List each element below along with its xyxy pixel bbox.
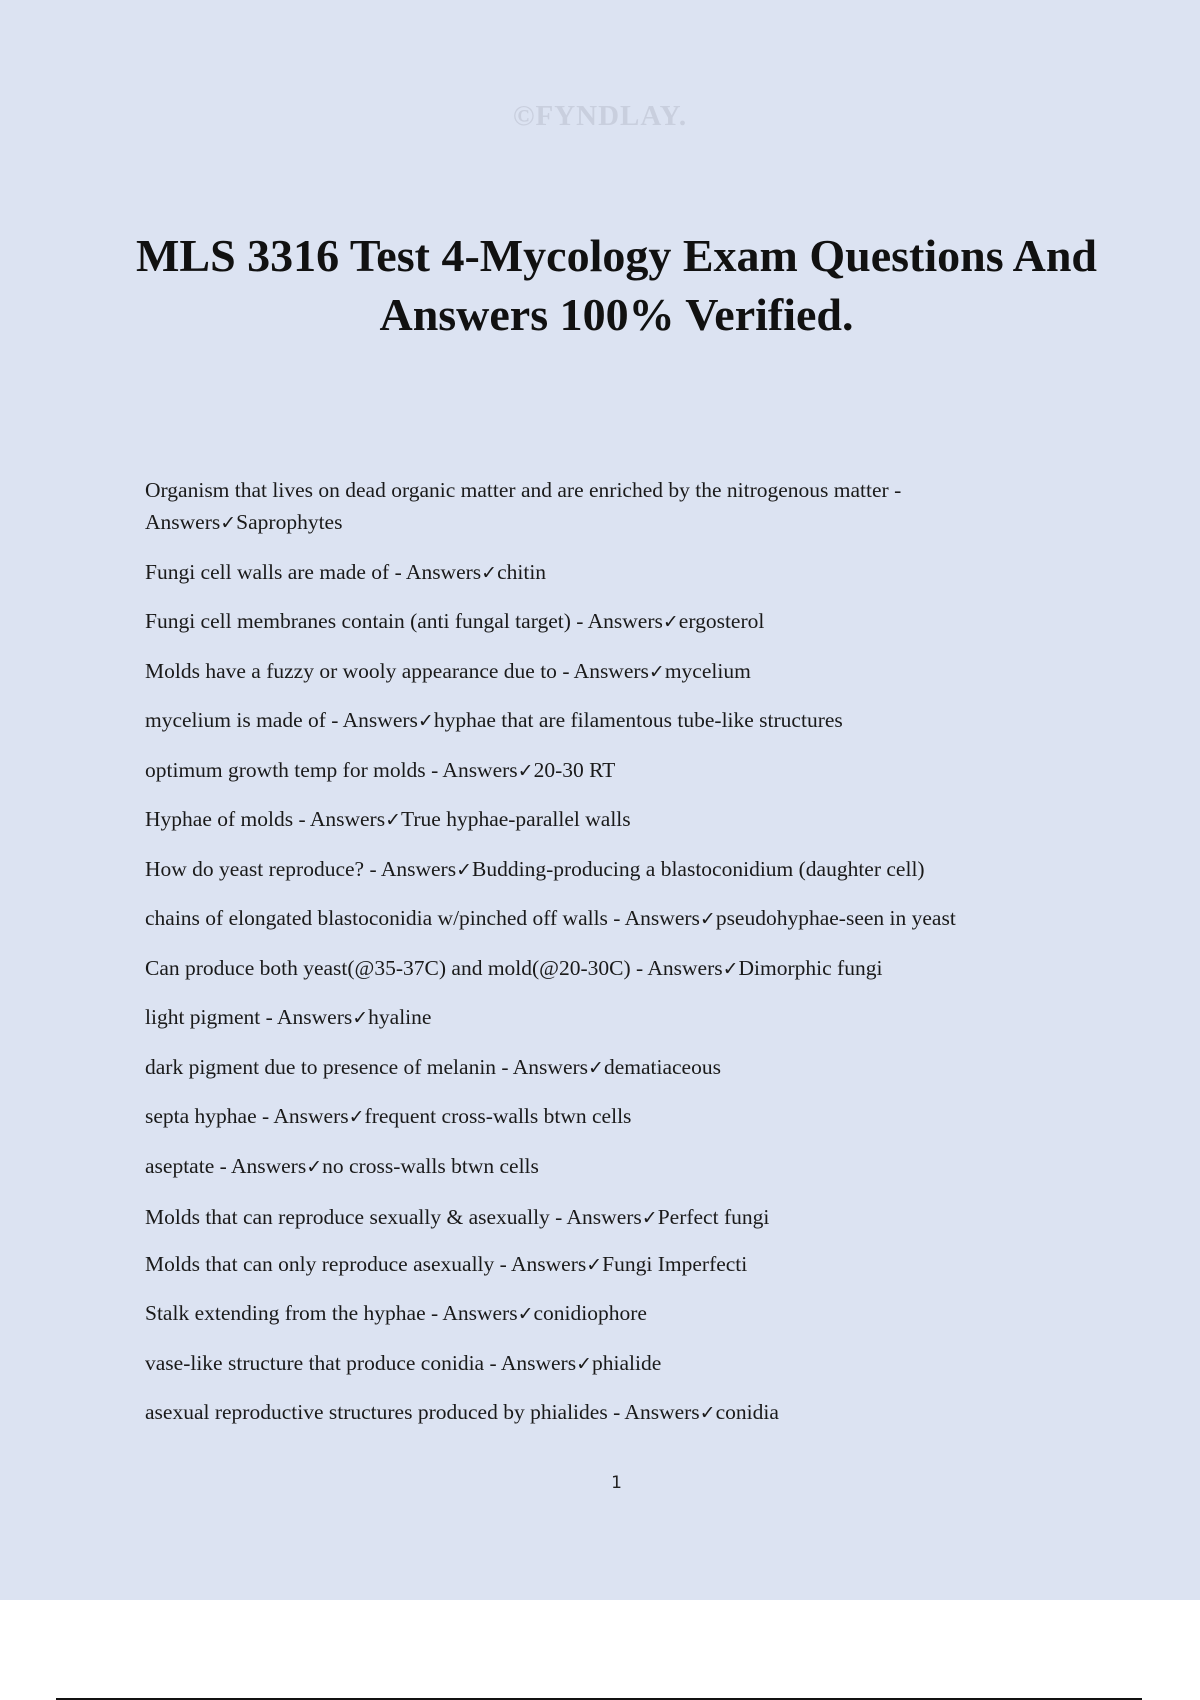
- page-number: 1: [611, 1473, 622, 1493]
- answer-text: hyaline: [368, 1005, 432, 1029]
- question-answer-item: [145, 704, 1085, 737]
- question-text: vase-like structure that produce conidia: [145, 1350, 485, 1375]
- checkmark-icon: ✓: [481, 561, 498, 584]
- question-text: Fungi cell walls are made of: [145, 559, 390, 584]
- answers-label: - Answers: [325, 708, 418, 732]
- answers-label: - Answers: [389, 559, 482, 584]
- document-title: MLS 3316 Test 4-Mycology Exam Questions And Answers 100% Verified.: [136, 230, 1097, 340]
- answer-text: Budding-producing a blastoconidium (daughter cell): [472, 856, 925, 881]
- answers-label: - Answers: [425, 1301, 518, 1325]
- question-answer-item: [145, 655, 1085, 688]
- answers-label: - Answers: [145, 478, 902, 534]
- answer-text: pseudohyphae-seen in yeast: [715, 906, 956, 930]
- question-answer-item: [145, 803, 1085, 836]
- answer-text: dematiaceous: [603, 1054, 721, 1079]
- question-text: Molds have a fuzzy or wooly appearance due to: [145, 658, 557, 683]
- answer-text: no cross-walls btwn cells: [322, 1153, 539, 1178]
- question-text: dark pigment due to presence of melanin: [145, 1054, 497, 1079]
- answer-text: chitin: [497, 559, 547, 584]
- checkmark-icon: ✓: [586, 1253, 603, 1276]
- checkmark-icon: ✓: [588, 1056, 604, 1079]
- answer-text: Fungi Imperfecti: [602, 1251, 748, 1276]
- answer-text: Dimorphic fungi: [738, 955, 883, 980]
- answers-label: - Answers: [484, 1350, 577, 1375]
- question-text: septa hyphae: [145, 1104, 257, 1128]
- checkmark-icon: ✓: [352, 1007, 369, 1029]
- answers-label: - Answers: [630, 955, 723, 980]
- answers-label: - Answers: [293, 807, 386, 831]
- question-text: asexual reproductive structures produced by phialides: [145, 1400, 608, 1424]
- checkmark-icon: ✓: [348, 1106, 365, 1128]
- question-answer-item: [145, 1297, 1085, 1330]
- checkmark-icon: ✓: [641, 1206, 658, 1229]
- question-answer-item: [145, 1001, 1085, 1034]
- checkmark-icon: ✓: [699, 908, 716, 930]
- question-answer-item: [145, 1201, 1085, 1234]
- answers-label: - Answers: [260, 1005, 353, 1029]
- checkmark-icon: ✓: [699, 1402, 716, 1424]
- question-answer-item: [145, 952, 1085, 985]
- answer-text: phialide: [591, 1350, 662, 1375]
- watermark: ©FYNDLAY.: [512, 100, 688, 132]
- question-answer-item: [145, 474, 1085, 539]
- answers-label: - Answers: [570, 609, 663, 633]
- answers-label: - Answers: [607, 1400, 700, 1424]
- question-answer-item: [145, 754, 1085, 787]
- question-text: How do yeast reproduce?: [145, 856, 365, 881]
- checkmark-icon: ✓: [662, 611, 679, 633]
- question-text: Can produce both yeast(@35-37C) and mold(@20-30C): [145, 955, 631, 980]
- question-answer-item: [145, 1347, 1085, 1380]
- answers-label: - Answers: [496, 1054, 589, 1079]
- question-text: Stalk extending from the hyphae: [145, 1301, 426, 1325]
- answers-label: - Answers: [214, 1153, 307, 1178]
- answer-text: 20-30 RT: [533, 757, 616, 782]
- answers-label: - Answers: [556, 658, 649, 683]
- checkmark-icon: ✓: [306, 1155, 323, 1178]
- answers-label: - Answers: [256, 1104, 349, 1128]
- answer-text: ergosterol: [678, 609, 765, 633]
- question-answer-item: [145, 1248, 1085, 1281]
- question-answer-item: [145, 1051, 1085, 1084]
- answers-label: - Answers: [494, 1251, 587, 1276]
- question-text: light pigment: [145, 1005, 261, 1029]
- question-text: chains of elongated blastoconidia w/pinched off walls: [145, 906, 608, 930]
- checkmark-icon: ✓: [385, 809, 401, 831]
- answer-text: conidiophore: [533, 1301, 647, 1325]
- question-answer-list: [145, 474, 1085, 1446]
- answers-label: - Answers: [549, 1204, 642, 1229]
- answers-label: - Answers: [364, 856, 457, 881]
- checkmark-icon: ✓: [220, 512, 237, 534]
- answers-label: - Answers: [425, 757, 518, 782]
- checkmark-icon: ✓: [456, 858, 472, 881]
- answer-text: True hyphae-parallel walls: [400, 807, 631, 831]
- answer-text: mycelium: [664, 658, 751, 683]
- answer-text: conidia: [715, 1400, 779, 1424]
- question-answer-item: [145, 1396, 1085, 1429]
- question-answer-item: [145, 902, 1085, 935]
- question-answer-item: [145, 1150, 1085, 1183]
- question-answer-item: [145, 853, 1085, 886]
- question-text: Hyphae of molds: [145, 807, 294, 831]
- question-text: Fungi cell membranes contain (anti fungal target): [145, 609, 571, 633]
- question-answer-item: [145, 605, 1085, 638]
- answer-text: hyphae that are filamentous tube-like structures: [433, 708, 843, 732]
- answer-text: Perfect fungi: [657, 1204, 770, 1229]
- checkmark-icon: ✓: [576, 1352, 592, 1375]
- checkmark-icon: ✓: [517, 1303, 534, 1325]
- question-text: aseptate: [145, 1153, 215, 1178]
- question-text: Organism that lives on dead organic matter and are enriched by the nitrogenous matter: [145, 478, 889, 502]
- checkmark-icon: ✓: [648, 660, 665, 683]
- answer-text: Saprophytes: [236, 510, 343, 534]
- question-text: Molds that can reproduce sexually & asexually: [145, 1204, 550, 1229]
- question-answer-item: [145, 556, 1085, 589]
- checkmark-icon: ✓: [722, 957, 739, 980]
- checkmark-icon: ✓: [417, 710, 434, 732]
- checkmark-icon: ✓: [517, 759, 534, 782]
- question-text: optimum growth temp for molds: [145, 757, 426, 782]
- answers-label: - Answers: [607, 906, 700, 930]
- question-text: Molds that can only reproduce asexually: [145, 1251, 495, 1276]
- question-answer-item: [145, 1100, 1085, 1133]
- question-text: mycelium is made of: [145, 708, 326, 732]
- answer-text: frequent cross-walls btwn cells: [364, 1104, 632, 1128]
